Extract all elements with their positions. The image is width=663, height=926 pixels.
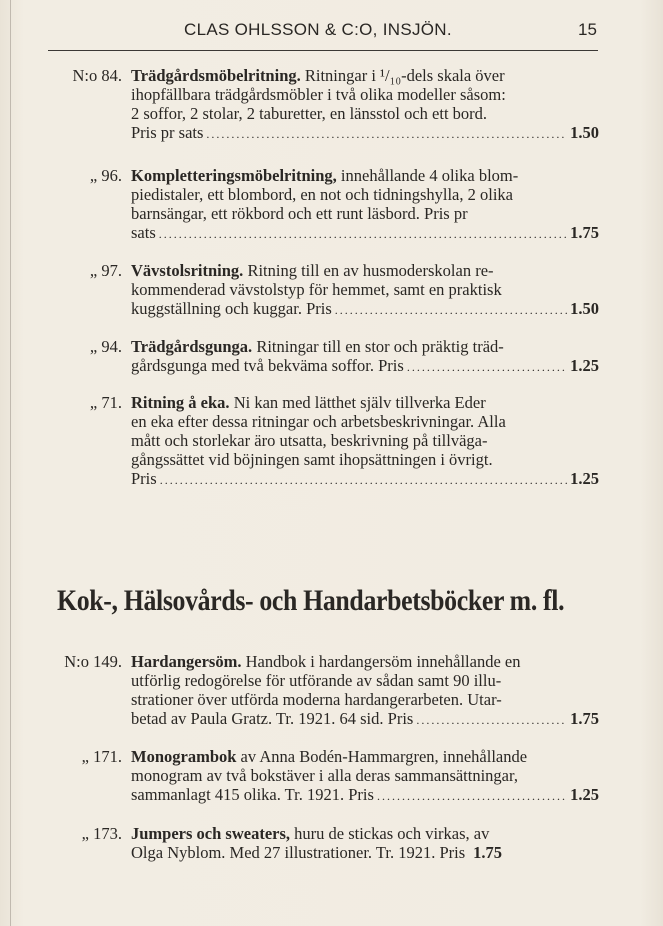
entry-number: N:o 84. xyxy=(72,66,122,85)
price-line xyxy=(131,709,599,730)
price-value: 1.75 xyxy=(473,843,503,862)
price-label: betad av Paula Gratz. Tr. 1921. 64 sid. Pris xyxy=(131,709,414,728)
entry-body xyxy=(131,824,599,862)
price-label: gårdsgunga med två bekväma soffor. Pris xyxy=(131,356,404,375)
entry-body xyxy=(131,337,599,377)
price-label: Pris pr sats xyxy=(131,123,204,142)
entry-title: Vävstolsritning. xyxy=(131,261,244,280)
entry-text: utförlig redogörelse för utförande av sådan samt 90 illu- xyxy=(131,671,502,690)
price-value: 1.75 xyxy=(570,709,599,728)
entry-title: Trädgårdsgunga. xyxy=(131,337,253,356)
entry-text: av Anna Bodén-Hammargren, innehållande xyxy=(240,747,528,766)
entry-text: mått och storlekar äro utsatta, beskrivning på tillväga- xyxy=(131,431,488,450)
entry-text: Ritningar i ¹/₁₀-dels skala över xyxy=(304,66,505,85)
entry-text: barnsängar, ett rökbord och ett runt läsbord. Pris pr xyxy=(131,204,468,223)
leader-dots xyxy=(407,358,567,377)
entry-body xyxy=(131,66,599,144)
leader-dots xyxy=(377,787,567,806)
entry-number: „ 96. xyxy=(89,166,122,185)
entry-text: strationer över utförda moderna hardangerarbeten. Utar- xyxy=(131,690,502,709)
entry-number: „ 173. xyxy=(81,824,122,843)
price-label: Olga Nyblom. Med 27 illustrationer. Tr. 1921. Pris xyxy=(131,843,466,862)
leader-dots xyxy=(335,301,567,320)
price-label: sats xyxy=(131,223,156,242)
price-line xyxy=(131,356,599,377)
entry-text: huru de stickas och virkas, av xyxy=(294,824,490,843)
page-header-title: CLAS OHLSSON & C:O, INSJÖN. xyxy=(184,20,452,39)
entry-text: innehållande 4 olika blom- xyxy=(340,166,519,185)
price-line xyxy=(131,299,599,320)
section-heading: Kok-, Hälsovårds- och Handarbetsböcker m. fl. xyxy=(57,584,565,617)
entry-title: Monogrambok xyxy=(131,747,237,766)
price-value: 1.25 xyxy=(570,785,599,804)
leader-dots xyxy=(160,471,567,490)
price-line xyxy=(131,785,599,806)
entry-title: Ritning å eka. xyxy=(131,393,230,412)
entry-text: monogram av två bokstäver i alla deras sammansättningar, xyxy=(131,766,518,785)
entry-number: „ 171. xyxy=(81,747,122,766)
leader-dots xyxy=(159,225,567,244)
entry-text: ihopfällbara trädgårdsmöbler i två olika modeller såsom: xyxy=(131,85,506,104)
entry-body xyxy=(131,166,599,244)
entry-text: gångssättet vid böjningen samt ihopsättningen i övrigt. xyxy=(131,450,493,469)
entry-text: 2 soffor, 2 stolar, 2 taburetter, en länsstol och ett bord. xyxy=(131,104,488,123)
entry-title: Hardangersöm. xyxy=(131,652,242,671)
entry-text: piedistaler, ett blombord, en not och tidningshylla, 2 olika xyxy=(131,185,513,204)
entry-text: Ni kan med lätthet själv tillverka Eder xyxy=(233,393,486,412)
entry-body xyxy=(131,747,599,806)
entry-number: „ 71. xyxy=(89,393,122,412)
price-line xyxy=(131,843,599,862)
entry-body xyxy=(131,261,599,320)
entry-number: „ 94. xyxy=(89,337,122,356)
price-value: 1.50 xyxy=(570,299,599,318)
price-value: 1.50 xyxy=(570,123,599,142)
entry-text: Ritningar till en stor och präktig träd- xyxy=(256,337,504,356)
entry-number: N:o 149. xyxy=(64,652,122,671)
entry-body xyxy=(131,652,599,730)
entry-title: Trädgårdsmöbelritning. xyxy=(131,66,301,85)
price-label: sammanlagt 415 olika. Tr. 1921. Pris xyxy=(131,785,374,804)
entry-text: Ritning till en av husmoderskolan re- xyxy=(247,261,494,280)
entry-title: Kompletteringsmöbelritning, xyxy=(131,166,337,185)
leader-dots xyxy=(206,125,567,144)
price-line xyxy=(131,123,599,144)
price-value: 1.25 xyxy=(570,469,599,488)
entry-title: Jumpers och sweaters, xyxy=(131,824,291,843)
entry-text: kommenderad vävstolstyp för hemmet, samt en praktisk xyxy=(131,280,502,299)
page-number: 15 xyxy=(578,20,597,39)
price-label: Pris xyxy=(131,469,157,488)
entry-body xyxy=(131,393,599,490)
entry-number: „ 97. xyxy=(89,261,122,280)
price-label: kuggställning och kuggar. Pris xyxy=(131,299,332,318)
header-rule xyxy=(48,50,598,51)
page-header xyxy=(0,20,663,48)
binding-edge xyxy=(10,0,11,926)
entry-text: en eka efter dessa ritningar och arbetsbeskrivningar. Alla xyxy=(131,412,506,431)
entry-text: Handbok i hardangersöm innehållande en xyxy=(245,652,521,671)
price-line xyxy=(131,469,599,490)
leader-dots xyxy=(416,711,567,730)
price-value: 1.25 xyxy=(570,356,599,375)
price-value: 1.75 xyxy=(570,223,599,242)
price-line xyxy=(131,223,599,244)
